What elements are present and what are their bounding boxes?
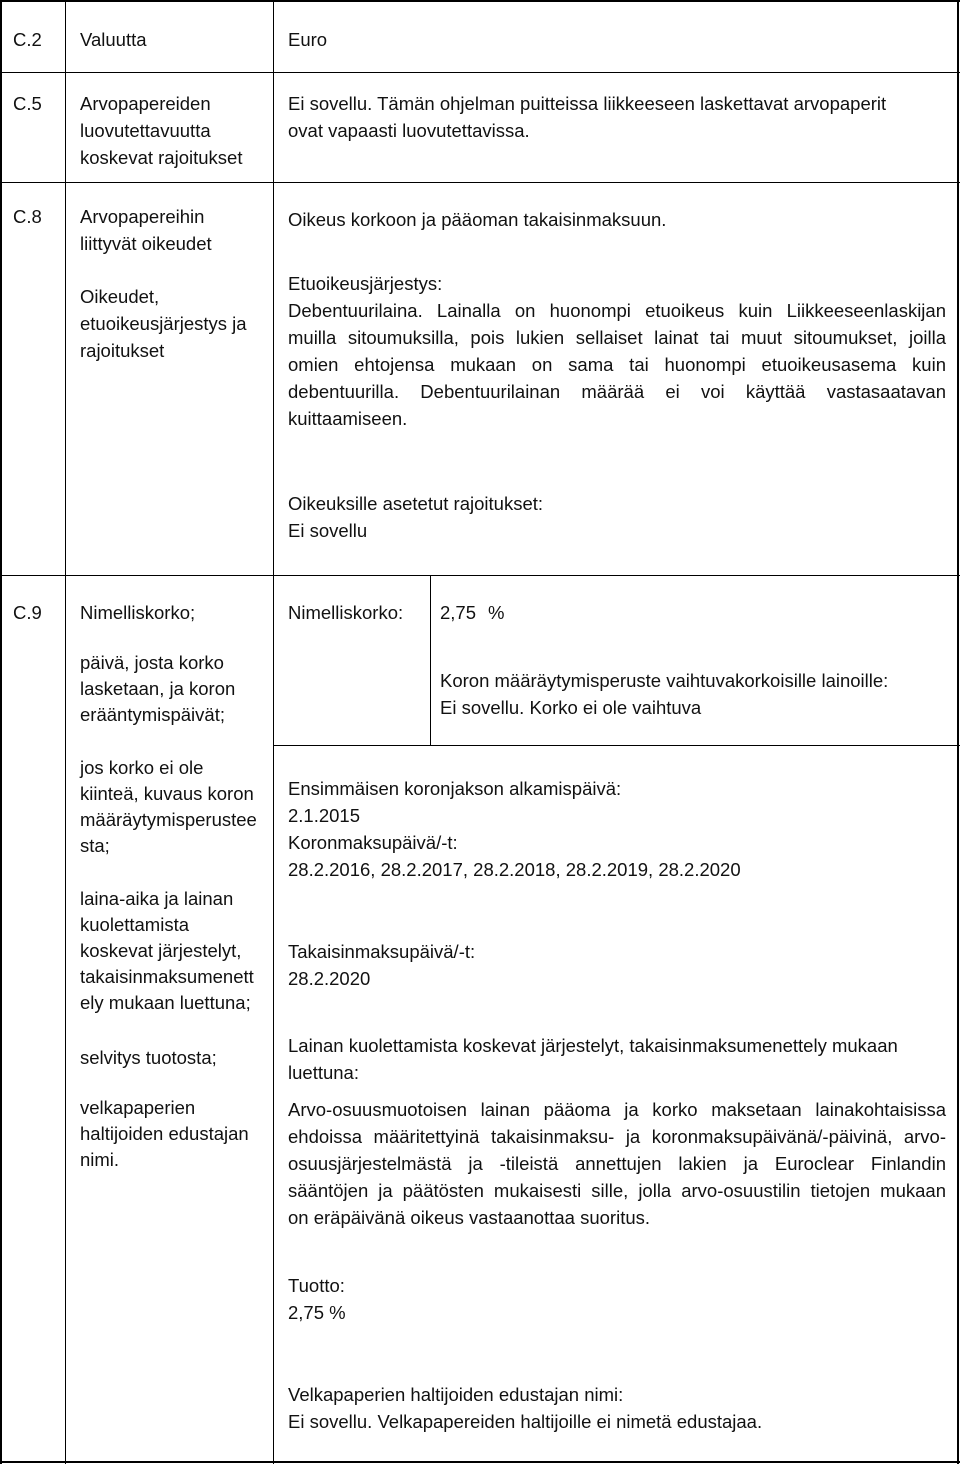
table-border-bottom <box>0 1461 960 1463</box>
label-line: erääntymispäivät; <box>80 704 225 725</box>
representative-value: Ei sovellu. Velkapapereiden haltijoille ei nimetä edustajaa. <box>288 1411 763 1432</box>
heading-line: Lainan kuolettamista koskevat järjestelyt, takaisinmaksumenettely mukaan <box>288 1035 898 1056</box>
payment-days-value: 28.2.2016, 28.2.2017, 28.2.2018, 28.2.2019, 28.2.2020 <box>288 859 741 880</box>
row-label-c9-dates <box>80 650 235 728</box>
row-divider-c8 <box>0 575 960 576</box>
label-line: velkapaperien <box>80 1097 196 1118</box>
row-label-c2: Valuutta <box>80 29 147 50</box>
label-line: Arvopapereihin <box>80 206 205 227</box>
yield-value: 2,75 % <box>288 1302 346 1323</box>
redemption-value: 28.2.2020 <box>288 968 371 989</box>
priority-heading: Etuoikeusjärjestys: <box>288 273 443 294</box>
para-line: Debentuurilaina. Lainalla on huonompi etuoikeus kuin Liikkeeseenlaskijan <box>288 300 946 321</box>
row-divider-c5 <box>0 182 960 183</box>
label-line: takaisinmaksumenett <box>80 966 254 987</box>
label-line: laina-aika ja lainan <box>80 888 234 909</box>
nominal-rate-unit: % <box>488 602 505 623</box>
table-border-top <box>0 0 960 2</box>
label-line: etuoikeusjärjestys ja <box>80 313 247 334</box>
column-divider-2 <box>273 0 274 1464</box>
label-line: luovutettavuutta <box>80 120 211 141</box>
rate-basis-heading: Koron määräytymisperuste vaihtuvakorkoisille lainoille: <box>440 670 889 691</box>
para-line: Arvo-osuusmuotoisen lainan pääoma ja korko maksetaan lainakohtaisissa <box>288 1099 946 1120</box>
row-label-c8-priority <box>80 283 247 364</box>
column-divider-1 <box>65 0 66 1464</box>
first-period-heading: Ensimmäisen koronjakson alkamispäivä: <box>288 778 622 799</box>
para-line: sääntöjen ja päätösten mukaisesti sille, jolla arvo-osuustilin tietojen mukaan <box>288 1180 946 1201</box>
row-value-c2: Euro <box>288 29 328 50</box>
para-line: on eräpäivänä oikeus vastaanottaa suoritus. <box>288 1207 651 1228</box>
row-label-c9-term <box>80 886 254 1016</box>
label-line: Arvopapereiden <box>80 93 211 114</box>
label-line: ely mukaan luettuna; <box>80 992 251 1013</box>
amortization-heading <box>288 1032 898 1086</box>
nominal-rate-divider <box>430 575 431 745</box>
row-label-c9-representative <box>80 1095 249 1173</box>
heading-line: luettuna: <box>288 1062 359 1083</box>
nominal-rate-value: 2,75 <box>440 602 477 623</box>
row-label-c9-yield: selvitys tuotosta; <box>80 1047 217 1068</box>
row-code-c5: C.5 <box>13 93 42 114</box>
restrictions-value: Ei sovellu <box>288 520 368 541</box>
row-label-c9-nominal: Nimelliskorko; <box>80 602 196 623</box>
para-line: debentuurilla. Debentuurilainan määrää ei voi käyttää vastasaatavan <box>288 381 946 402</box>
restrictions-heading: Oikeuksille asetetut rajoitukset: <box>288 493 544 514</box>
para-line: omien ehtojensa mukaan on sama tai huonompi etuoikeusasema kuin <box>288 354 946 375</box>
para-line: kuittaamiseen. <box>288 408 408 429</box>
label-line: päivä, josta korko <box>80 652 224 673</box>
label-line: kuolettamista <box>80 914 189 935</box>
row-divider-c2 <box>0 72 960 73</box>
value-line: ovat vapaasti luovutettavissa. <box>288 120 530 141</box>
redemption-heading: Takaisinmaksupäivä/-t: <box>288 941 476 962</box>
nominal-rate-label: Nimelliskorko: <box>288 602 404 623</box>
representative-heading: Velkapaperien haltijoiden edustajan nimi: <box>288 1384 624 1405</box>
para-line: muilla sitoumuksilla, pois lukien sellaiset lainat tai muut sitoumukset, joilla <box>288 327 946 348</box>
table-border-right <box>957 0 959 1464</box>
priority-text <box>288 297 946 432</box>
label-line: lasketaan, ja koron <box>80 678 236 699</box>
rate-basis-value: Ei sovellu. Korko ei ole vaihtuva <box>440 697 702 718</box>
label-line: määräytymisperustee <box>80 809 257 830</box>
label-line: kiinteä, kuvaus koron <box>80 783 254 804</box>
label-line: koskevat järjestelyt, <box>80 940 242 961</box>
label-line: sta; <box>80 835 110 856</box>
label-line: rajoitukset <box>80 340 165 361</box>
row-code-c9: C.9 <box>13 602 42 623</box>
table-border-left <box>0 0 2 1464</box>
amortization-text <box>288 1096 946 1231</box>
row-code-c8: C.8 <box>13 206 42 227</box>
para-line: ehdoissa määritettyinä takaisinmaksu- ja koronmaksupäivänä/-päivinä, arvo- <box>288 1126 946 1147</box>
label-line: koskevat rajoitukset <box>80 147 243 168</box>
nominal-rate-bottom-line <box>273 745 960 746</box>
row-label-c5 <box>80 90 242 171</box>
row-code-c2: C.2 <box>13 29 42 50</box>
para-line: osuusjärjestelmästä ja -tileistä annettujen lakien ja Euroclear Finlandin <box>288 1153 946 1174</box>
row-label-c8-rights <box>80 203 212 257</box>
label-line: Oikeudet, <box>80 286 160 307</box>
label-line: haltijoiden edustajan <box>80 1123 249 1144</box>
row-value-c5 <box>288 90 886 144</box>
row-label-c9-floating <box>80 755 257 859</box>
value-line: Ei sovellu. Tämän ohjelman puitteissa liikkeeseen laskettavat arvopaperit <box>288 93 887 114</box>
yield-heading: Tuotto: <box>288 1275 345 1296</box>
label-line: jos korko ei ole <box>80 757 204 778</box>
rights-text: Oikeus korkoon ja pääoman takaisinmaksuun. <box>288 209 667 230</box>
first-period-value: 2.1.2015 <box>288 805 361 826</box>
payment-days-heading: Koronmaksupäivä/-t: <box>288 832 458 853</box>
label-line: liittyvät oikeudet <box>80 233 212 254</box>
label-line: nimi. <box>80 1149 120 1170</box>
